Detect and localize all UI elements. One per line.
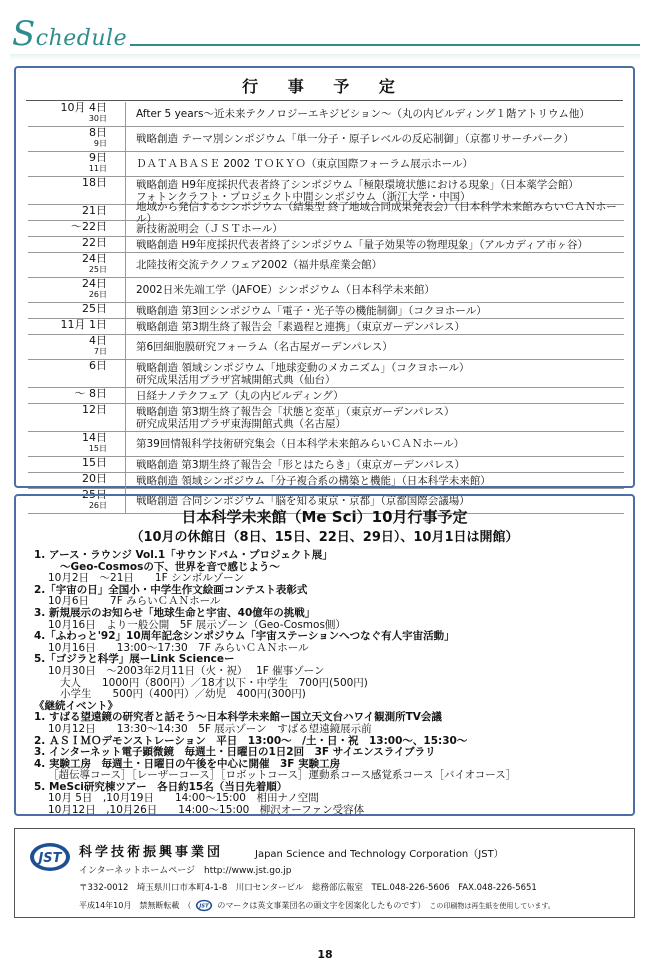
event-description: [126, 404, 624, 431]
event-start-date: 12日: [82, 403, 107, 416]
event-date: [28, 360, 126, 387]
event-text: 研究成果活用プラザ宮城開館式典（仙台）: [136, 373, 336, 386]
event-row: [28, 473, 624, 489]
event-start-date: 18日: [82, 176, 107, 189]
event-start-date: 14日: [82, 431, 107, 444]
event-description: [126, 432, 624, 456]
event-row: [28, 253, 624, 278]
program-detail: 10月16日 13:00〜17:30 7F みらいＣＡＮホール: [48, 641, 309, 654]
event-end-date: 25日: [88, 265, 107, 274]
program-heading: 4. 実験工房 毎週土・日曜日の午後を中心に開催 3F 実験工房: [34, 757, 341, 770]
program-heading: 1. すばる望遠鏡の研究者と話そう〜日本科学未来館ー国立天文台ハワイ観測所TV会議: [34, 711, 442, 724]
event-date: [28, 432, 126, 456]
event-end-date: 15日: [88, 444, 107, 453]
event-start-date: 22日: [82, 236, 107, 249]
event-text: 戦略創造 第3期生終了報告会「形とはたらき」（東京ガーデンパレス）: [136, 458, 466, 471]
event-description: [126, 473, 624, 488]
event-row: [28, 152, 624, 177]
event-list: [28, 102, 624, 514]
notice-right: のマークは英文事業団名の頭文字を図案化したものです）: [217, 901, 426, 910]
event-description: [126, 360, 624, 387]
event-text: 戦略創造 H9年度採択代表者終了シンポジウム「極限環境状態における現象」（日本薬学会館）: [136, 178, 579, 191]
event-text: 第6回細胞膜研究フォーラム（名古屋ガーデンパレス）: [136, 341, 393, 353]
program-heading: 5. MeSci研究棟ツアー 各日約15名（当日先着順）: [34, 780, 288, 793]
address-line: 〒332-0012 埼玉県川口市本町4-1-8 川口センタービル 総務部広報室 TEL.048-226-5606 FAX.048-226-5651: [79, 883, 537, 893]
event-schedule-title: 行 事 予 定: [242, 77, 407, 96]
notice-left: 平成14年10月 禁無断転載 （: [79, 901, 192, 910]
event-schedule-panel: [14, 66, 635, 510]
event-date: [28, 457, 126, 472]
event-text: 戦略創造 H9年度採択代表者終了シンポジウム「量子効果等の物理現象」（アルカディア市ヶ谷）: [136, 238, 589, 251]
event-text: 戦略創造 領域シンポジウム「地球変動のメカニズム」（コクヨホール）: [136, 361, 470, 374]
event-description: [126, 253, 624, 277]
event-start-date: 10月 4日: [60, 101, 107, 114]
event-text: 北陸技術交流テクノフェア2002（福井県産業会館）: [136, 259, 383, 271]
jst-mini-logo-icon: [195, 899, 213, 912]
title-rule: [26, 100, 623, 101]
event-end-date: 7日: [93, 347, 107, 356]
event-text: 戦略創造 テーマ別シンポジウム「単一分子・原子レベルの反応制御」（京都リサーチパーク）: [136, 133, 574, 145]
event-start-date: 25日: [82, 488, 107, 501]
event-description: [126, 102, 624, 126]
event-text: 第39回情報科学技術研究集会（日本科学未来館みらいＣＡＮホール）: [136, 438, 465, 450]
event-description: [126, 152, 624, 176]
event-row: [28, 335, 624, 360]
schedule-heading: Schedule: [12, 14, 128, 54]
program-detail: 10月30日 〜2003年2月11日（火・祝） 1F 催事ゾーン: [48, 664, 325, 677]
event-end-date: 26日: [88, 501, 107, 510]
program-heading: 5.「ゴジラと科学」展ーLink Scienceー: [34, 653, 235, 666]
event-start-date: 4日: [89, 334, 107, 347]
event-text: 2002日米先端工学（JAFOE）シンポジウム（日本科学未来館）: [136, 284, 435, 296]
header-band: [10, 54, 640, 60]
event-description: [126, 319, 624, 334]
event-date: [28, 335, 126, 359]
program-detail: 10月12日 13:30〜14:30 5F 展示ゾーン すばる望遠鏡展示前: [48, 722, 372, 735]
event-text: フォトンクラフト・プロジェクト中間シンポジウム（浙江大学・中国）: [136, 190, 471, 203]
header-rule: [130, 44, 640, 46]
jst-logo-text: JST: [38, 851, 62, 866]
event-end-date: 26日: [88, 290, 107, 299]
event-row: [28, 237, 624, 253]
event-start-date: 24日: [82, 252, 107, 265]
program-heading: 4.「ふわっと'92」10周年記念シンポジウム「宇宙ステーションへつなぐ有人宇宙活動」: [34, 630, 455, 643]
event-date: [28, 152, 126, 176]
notice-line: [79, 899, 555, 912]
event-date: [28, 102, 126, 126]
event-text: 戦略創造 第3回シンポジウム「電子・光子等の機能制御」（コクヨホール）: [136, 304, 487, 317]
event-date: [28, 278, 126, 302]
event-description: [126, 127, 624, 151]
program-detail: 10月6日 7F みらいＣＡＮホール: [48, 595, 221, 608]
event-text: 戦略創造 合同シンポジウム「脳を知る東京・京都」（京都国際会議場）: [136, 495, 470, 507]
event-start-date: 21日: [82, 204, 107, 217]
program-heading: 3. 新規展示のお知らせ「地球生命と宇宙、40億年の挑戦」: [34, 606, 316, 619]
mesci-subtitle: （10月の休館日（8日、15日、22日、29日）、10月1日は開館）: [130, 530, 519, 545]
event-date: [28, 205, 126, 220]
event-text: ＤＡＴＡＢＡＳＥ 2002 ＴＯＫＹＯ（東京国際フォーラム展示ホール）: [136, 158, 474, 170]
event-date: [28, 237, 126, 252]
program-detail: 10月12日 ,10月26日 14:00〜15:00 柳沢オーファン受容体: [48, 804, 365, 817]
event-start-date: 8日: [89, 126, 107, 139]
event-row: [28, 360, 624, 388]
event-text: After 5 years〜近未来テクノロジーエキジビション〜（丸の内ビルディング１階アトリウム他）: [136, 108, 590, 120]
event-row: [28, 221, 624, 237]
event-row: [28, 432, 624, 457]
page-number: 18: [317, 948, 333, 961]
event-description: [126, 335, 624, 359]
event-end-date: 9日: [93, 139, 107, 148]
event-text: 研究成果活用プラザ東海開館式典（名古屋）: [136, 417, 346, 430]
svg-text:JST: JST: [199, 903, 210, 910]
event-end-date: 30日: [88, 114, 107, 123]
program-detail: 10月16日 より一般公開 5F 展示ゾーン（Geo-Cosmos側）: [48, 618, 346, 631]
event-date: [28, 221, 126, 236]
event-description: [126, 278, 624, 302]
website-line: インターネットホームページ http://www.jst.go.jp: [79, 866, 292, 876]
event-row: [28, 102, 624, 127]
program-heading: 〜Geo-Cosmosの下、世界を音で感じよう〜: [60, 560, 280, 573]
publisher-footer: [14, 828, 635, 918]
event-text: 戦略創造 領域シンポジウム「分子複合系の構築と機能」（日本科学未来館）: [136, 474, 491, 487]
program-heading: 2.「宇宙の日」全国小・中学生作文絵画コンテスト表彰式: [34, 583, 308, 596]
event-date: [28, 404, 126, 431]
event-row: [28, 319, 624, 335]
jst-logo-icon: [29, 841, 71, 873]
event-start-date: 6日: [89, 359, 107, 372]
event-start-date: 25日: [82, 302, 107, 315]
event-description: [126, 457, 624, 472]
event-text: 地域から発信するシンポジウム（結集型 終了地域合同成果発表会）（日本科学未来館みらいＣＡＮホール）: [136, 200, 617, 225]
program-heading: 3. インターネット電子顕微鏡 毎週土・日曜日の1日2回 3F サイエンスライブラリ: [34, 746, 436, 759]
org-name: 科学技術振興事業団: [79, 845, 224, 860]
event-end-date: 11日: [88, 164, 107, 173]
event-date: [28, 388, 126, 403]
event-start-date: 9日: [89, 151, 107, 164]
event-date: [28, 177, 126, 204]
program-detail: 小学生 500円（400円）／幼児 400円(300円): [60, 688, 306, 701]
event-description: [126, 200, 624, 225]
event-date: [28, 303, 126, 318]
event-row: [28, 404, 624, 432]
event-description: [126, 237, 624, 252]
event-start-date: 〜 8日: [74, 387, 107, 400]
program-detail: 大人 1000円（800円）／18才以下・中学生 700円(500円): [60, 676, 368, 689]
event-start-date: 11月 1日: [60, 318, 107, 331]
mesci-panel: [14, 494, 635, 816]
program-heading: 《継続イベント》: [34, 699, 118, 712]
page-header: [10, 14, 640, 60]
event-text: 新技術説明会（ＪＳＴホール）: [136, 222, 283, 235]
event-date: [28, 319, 126, 334]
event-date: [28, 473, 126, 488]
program-heading: 1. アース・ラウンジ Vol.1「サウンドバム・プロジェクト展」: [34, 549, 333, 561]
event-row: [28, 388, 624, 404]
event-date: [28, 253, 126, 277]
event-description: [126, 221, 624, 236]
event-description: [126, 303, 624, 318]
event-row: [28, 127, 624, 152]
program-detail: 10月 5日 ,10月19日 14:00〜15:00 相田ナノ空間: [48, 792, 319, 805]
event-row: [28, 303, 624, 319]
program-heading: 2. ＡＳＩＭＯデモンストレーション 平日 13:00〜 /土・日・祝 13:00〜、15:30〜: [34, 734, 468, 747]
event-start-date: 〜22日: [71, 220, 107, 233]
event-row: [28, 278, 624, 303]
event-date: [28, 127, 126, 151]
event-text: 日経ナノテクフェア（丸の内ビルディング）: [136, 389, 344, 402]
recycle-note: この印刷物は再生紙を使用しています。: [429, 901, 555, 910]
event-text: 戦略創造 第3期生終了報告会「状態と変革」（東京ガーデンパレス）: [136, 405, 455, 418]
event-start-date: 20日: [82, 472, 107, 485]
event-row: [28, 200, 624, 225]
org-name-en: Japan Science and Technology Corporation（JST）: [255, 849, 504, 860]
event-description: [126, 388, 624, 403]
event-row: [28, 457, 624, 473]
program-detail: 10月2日 〜21日 1F シンボルゾーン: [48, 572, 244, 585]
event-start-date: 15日: [82, 456, 107, 469]
event-text: 戦略創造 第3期生終了報告会「素過程と連携」（東京ガーデンパレス）: [136, 320, 466, 333]
mesci-program-list: [34, 550, 624, 817]
program-detail: ［超伝導コース］［レーザーコース］［ロボットコース］運動系コース感覚系コース［バイオコース］: [48, 769, 517, 782]
event-start-date: 24日: [82, 277, 107, 290]
mesci-title: 日本科学未来館（Me Sci）10月行事予定: [181, 508, 468, 526]
